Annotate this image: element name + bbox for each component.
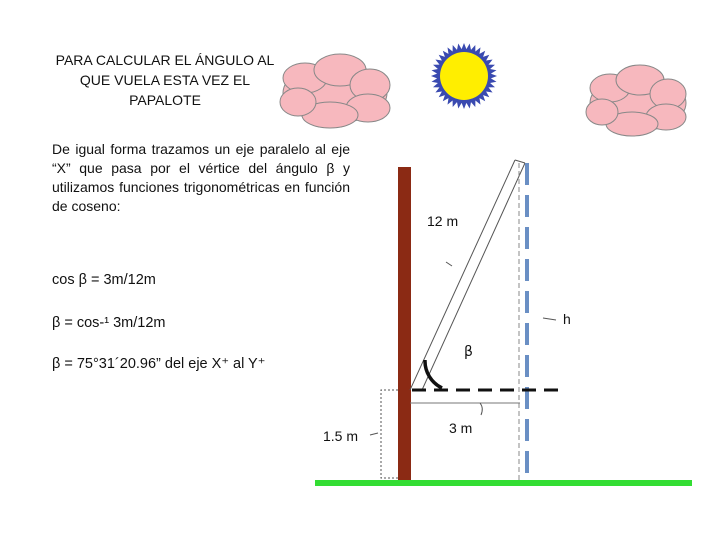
equation-cos: cos β = 3m/12m <box>52 272 156 288</box>
title-line-2: QUE VUELA ESTA VEZ EL <box>79 72 251 88</box>
page-title <box>40 50 290 110</box>
ground-line <box>315 480 692 486</box>
height-label: h <box>563 311 571 327</box>
pole <box>398 167 411 481</box>
equation-arccos: β = cos-¹ 3m/12m <box>52 315 166 331</box>
sun-disc <box>440 52 488 100</box>
title-line-3: PAPALOTE <box>129 92 201 108</box>
base-label: 3 m <box>449 420 473 436</box>
cloud-left <box>280 54 390 128</box>
equation-result: β = 75°31´20.96” del eje X⁺ al Y⁺ <box>52 356 266 372</box>
sun-icon <box>431 43 497 109</box>
title-line-1: PARA CALCULAR EL ÁNGULO AL <box>55 52 275 68</box>
kite-string <box>410 160 515 390</box>
pole-height-bracket <box>381 390 398 478</box>
hypotenuse-label: 12 m <box>427 213 459 229</box>
kite-string-offset <box>422 163 525 390</box>
pole-height-label: 1.5 m <box>323 428 359 444</box>
cloud-right <box>586 65 686 136</box>
explanation-paragraph: De igual forma trazamos un eje paralelo al eje “X” que pasa por el vértice del ángulo β y utilizamos funciones trigonométricas en función de coseno: <box>52 141 350 214</box>
angle-label: β <box>464 344 473 360</box>
